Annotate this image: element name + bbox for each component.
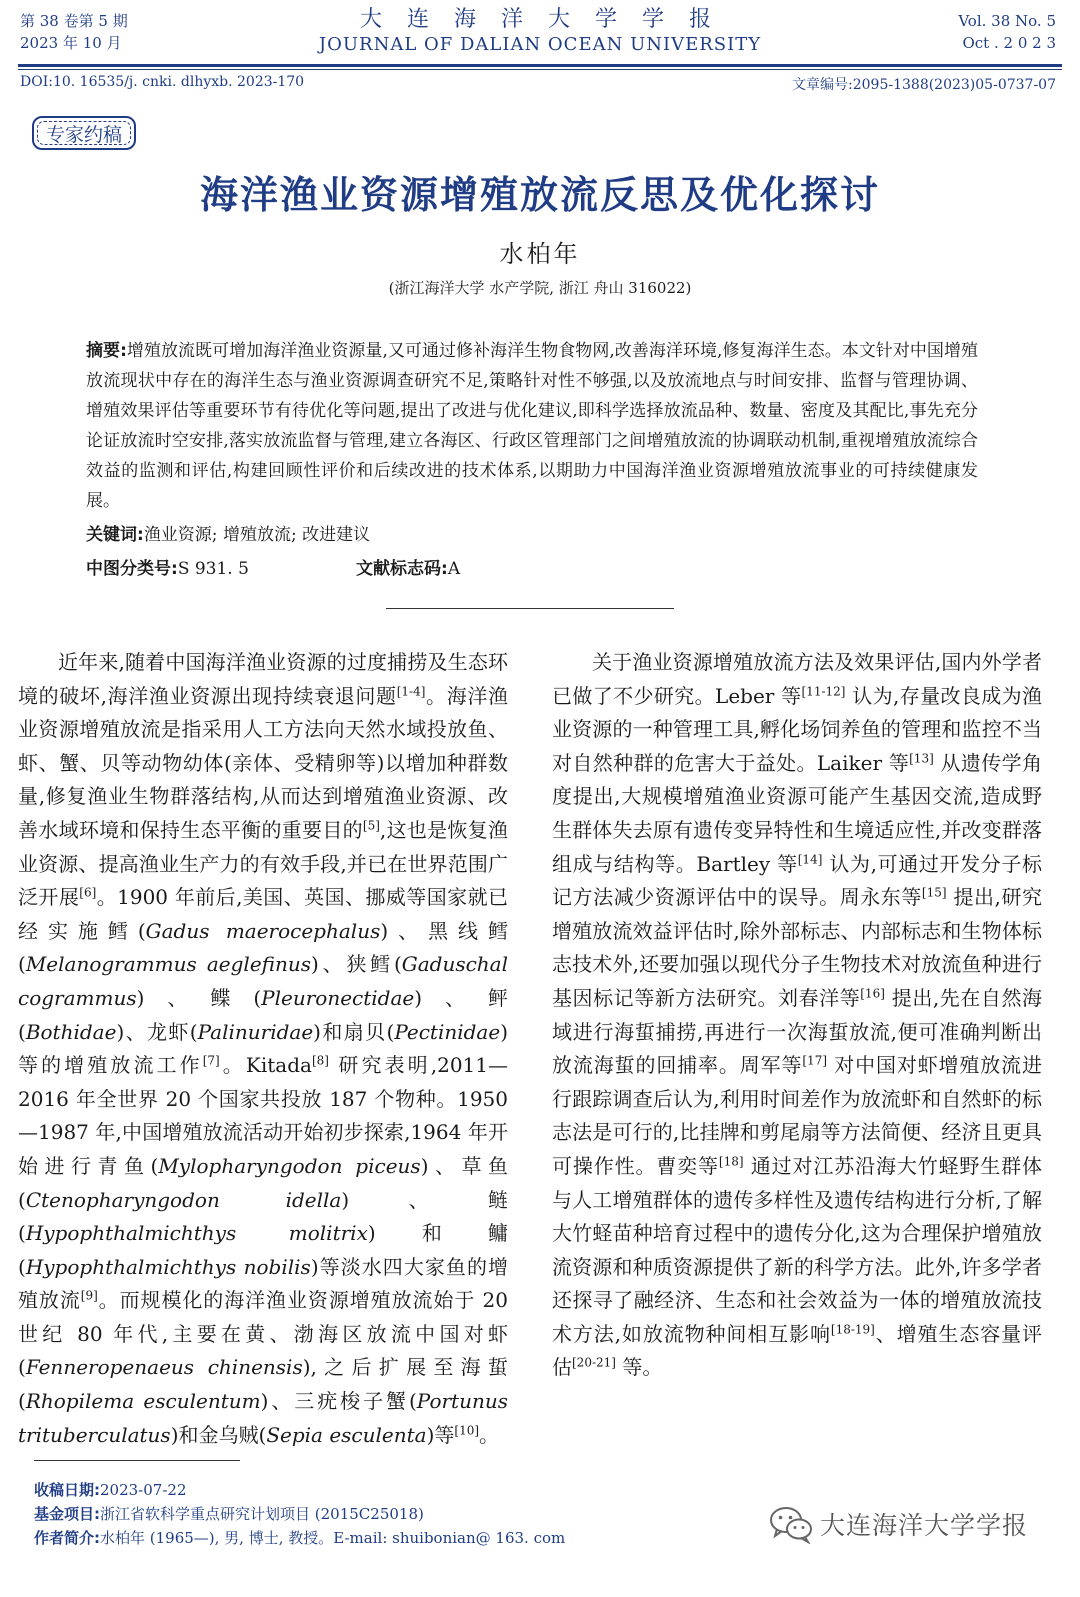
species-name: Hypophthalmichthys nobilis <box>25 1254 311 1279</box>
body-text: 对中国对虾增殖放流进行跟踪调查后认为,利用时间差作为放流虾和自然虾的标志法是可行的,比挂牌和剪尾扇等方法简便、经济且更具可操作性。曹奕等 <box>552 1053 1043 1178</box>
citation: [8] <box>311 1053 329 1068</box>
issue-date-cn: 2023 年 10 月 <box>20 34 122 52</box>
keywords <box>86 520 978 550</box>
clc-value: S 931. 5 <box>177 559 249 579</box>
species-name: Gaduschal cogrammus <box>18 952 508 1010</box>
species-name: Ctenopharyngodon idella <box>25 1187 342 1212</box>
body-text: 等。 <box>615 1355 663 1380</box>
fund-label: 基金项目: <box>34 1505 100 1523</box>
wechat-watermark <box>768 1498 1068 1550</box>
body-text: )等 <box>426 1422 455 1447</box>
body-column-left <box>18 646 508 1452</box>
body-text: 、增殖生态容量评估 <box>552 1321 1043 1380</box>
citation: [14] <box>797 851 823 866</box>
abstract-block <box>86 336 978 584</box>
citation: [1-4] <box>396 683 426 698</box>
body-text: )、三疣梭子蟹( <box>260 1389 417 1414</box>
fund-project <box>34 1502 565 1526</box>
body-text: 通过对江苏沿海大竹蛏野生群体与人工增殖群体的遗传多样性及遗传结构进行分析,了解大竹蛏苗种培育过程中的遗传分化,这为合理保护增殖放流资源和种质资源提供了新的科学方法。此外,许多学者还探寻了融经济、生态和社会效益为一体的增殖放流技术方法,如放流物种间相互影响 <box>552 1153 1043 1346</box>
citation: [13] <box>909 751 934 766</box>
journal-name-cn: 大 连 海 洋 大 学 学 报 <box>360 7 720 32</box>
wechat-icon <box>768 1504 814 1544</box>
document-code-value: A <box>447 559 461 579</box>
citation: [15] <box>921 885 947 900</box>
volume-en: Vol. 38 No. 5 <box>958 12 1056 30</box>
citation: [6] <box>79 885 97 900</box>
body-text: 关于渔业资源增殖放流方法及效果评估,国内外学者已做了不少研究。Leber 等 <box>552 650 1042 708</box>
doi: DOI:10. 16535/j. cnki. dlhyxb. 2023-170 <box>20 74 305 90</box>
citation: [5] <box>362 818 380 833</box>
body-text: 提出,研究增殖放流效益评估时,除外部标志、内部标志和生物体标志技术外,还要加强以现代分子生物技术对放流鱼种进行基因标记等新方法研究。刘春洋等 <box>552 885 1043 1010</box>
column-tag <box>32 116 136 150</box>
abstract-divider <box>386 608 674 609</box>
species-name: Palinuridae <box>197 1019 314 1044</box>
body-text: )、龙虾( <box>116 1019 198 1044</box>
species-name: Gadus maerocephalus <box>145 918 381 943</box>
footnotes <box>34 1478 565 1550</box>
species-name: Pectinidae <box>394 1019 501 1044</box>
body-text: )等淡水四大家鱼的增殖放流 <box>18 1254 508 1313</box>
body-text: )、草鱼( <box>18 1153 508 1212</box>
body-text: 。Kitada <box>219 1053 312 1078</box>
citation: [18] <box>718 1154 744 1169</box>
body-text: )等的增殖放流工作 <box>18 1019 508 1078</box>
abstract-label: 摘要: <box>86 341 127 361</box>
citation: [18-19] <box>830 1322 875 1337</box>
volume-issue: 第 38 卷第 5 期 <box>20 12 128 30</box>
species-name: Sepia esculenta <box>266 1422 427 1447</box>
body-paragraph <box>18 646 508 1452</box>
body-text: )、鲽( <box>136 985 262 1010</box>
body-text: 认为,存量改良成为渔业资源的一种管理工具,孵化场饲养鱼的管理和监控不当对自然种群的危害大于益处。Laiker 等 <box>552 683 1042 775</box>
body-text: 。海洋渔业资源增殖放流是指采用人工方法向天然水域投放鱼、虾、蟹、贝等动物幼体(亲体、受精卵等)以增加种群数量,修复渔业生物群落结构,从而达到增殖渔业资源、改善水域环境和保持生态平衡的重要目的 <box>18 683 509 842</box>
clc-label: 中图分类号: <box>86 559 178 579</box>
fund-value: 浙江省软科学重点研究计划项目 (2015C25018) <box>100 1505 424 1523</box>
abstract-text: 增殖放流既可增加海洋渔业资源量,又可通过修补海洋生物食物网,改善海洋环境,修复海洋生态。本文针对中国增殖放流现状中存在的海洋生态与渔业资源调查研究不足,策略针对性不够强,以及放流地点与时间安排、监督与管理协调、增殖效果评估等重要环节有待优化等问题,提出了改进与优化建议,即科学选择放流品种、数量、密度及其配比,事先充分论证放流时空安排,落实放流监督与管理,建立各海区、行政区管理部门之间增殖放流的协调联动机制,重视增殖放流综合效益的监测和评估,构建回顾性评价和后续改进的技术体系,以期助力中国海洋渔业资源增殖放流事业的可持续健康发展。 <box>86 341 978 511</box>
body-column-right <box>552 646 1042 1385</box>
body-text: )、鲆( <box>18 985 508 1044</box>
watermark-text: 大连海洋大学学报 <box>820 1511 1029 1540</box>
citation: [10] <box>454 1423 480 1437</box>
body-text: 。1900 年前后,美国、英国、挪威等国家就已经实施鳕( <box>18 885 508 943</box>
species-name: Portunus trituberculatus <box>18 1389 508 1447</box>
keywords-text: 渔业资源; 增殖放流; 改进建议 <box>143 525 371 545</box>
species-name: Hypophthalmichthys molitrix <box>25 1221 368 1246</box>
header-center <box>0 6 1080 56</box>
body-text: )和扇贝( <box>313 1019 395 1044</box>
body-text: 近年来,随着中国海洋渔业资源的过度捕捞及生态环境的破坏,海洋渔业资源出现持续衰退问题 <box>18 650 508 708</box>
species-name: Pleuronectidae <box>261 985 415 1010</box>
body-text: )和金乌贼( <box>170 1422 267 1447</box>
body-text: ,这也是恢复渔业资源、提高渔业生产力的有效手段,并已在世界范围广泛开展 <box>18 817 509 910</box>
citation: [17] <box>802 1053 828 1068</box>
body-text: 研究表明,2011—2016 年全世界 20 个国家共投放 187 个物种。1950—1987 年,中国增殖放流活动开始初步探索,1964 年开始进行青鱼( <box>18 1053 508 1178</box>
body-text: )、黑线鳕( <box>18 918 508 977</box>
author-bio <box>34 1526 565 1550</box>
body-text: )和鳙( <box>18 1221 508 1279</box>
author-bio-value: 水柏年 (1965—), 男, 博士, 教授。E-mail: shuibonian@ 163. com <box>100 1529 566 1547</box>
article-number: 文章编号:2095-1388(2023)05-0737-07 <box>792 77 1056 93</box>
clc <box>86 554 356 584</box>
body-text: 提出,先在自然海域进行海蜇捕捞,再进行一次海蜇放流,便可准确判断出放流海蜇的回捕率。周军等 <box>552 985 1043 1078</box>
keywords-label: 关键词: <box>86 525 144 545</box>
header-rule-thick <box>18 64 1062 67</box>
journal-header <box>0 0 1080 66</box>
abstract <box>86 336 978 516</box>
body-text: 从遗传学角度提出,大规模增殖渔业资源可能产生基因交流,造成野生群体失去原有遗传变异特性和生境适应性,并改变群落组成与结构等。Bartley 等 <box>552 750 1043 876</box>
citation: [7] <box>202 1053 220 1068</box>
species-name: Mylopharyngodon piceus <box>158 1153 421 1178</box>
citation: [11-12] <box>801 683 846 698</box>
classification-row <box>86 554 978 584</box>
body-text: 。而规模化的海洋渔业资源增殖放流始于 20 世纪 80 年代,主要在黄、渤海区放流中国对虾( <box>18 1288 508 1380</box>
column-tag-label: 专家约稿 <box>45 123 122 146</box>
citation: [16] <box>860 986 885 1001</box>
body-text: )、鲢( <box>18 1187 508 1246</box>
author: 水柏年 <box>499 240 581 268</box>
footnote-rule <box>34 1460 240 1461</box>
body-text: 认为,可通过开发分子标记方法减少资源评估中的误导。周永东等 <box>552 851 1042 910</box>
species-name: Bothidae <box>25 1019 117 1044</box>
document-code-label: 文献标志码: <box>356 559 448 579</box>
species-name: Fenneropenaeus chinensis <box>25 1355 303 1380</box>
received-value: 2023-07-22 <box>100 1481 187 1499</box>
header-rule-thin <box>18 69 1062 70</box>
issue-date-en: Oct . 2 0 2 3 <box>962 34 1056 52</box>
citation: [20-21] <box>572 1355 616 1370</box>
header-right <box>958 10 1056 54</box>
body-text: 。 <box>479 1422 500 1447</box>
author-bio-label: 作者简介: <box>34 1529 100 1547</box>
body-paragraph <box>552 646 1042 1385</box>
species-name: Melanogrammus aeglefinus <box>25 952 312 977</box>
body-text: ),之后扩展至海蜇( <box>18 1355 508 1414</box>
species-name: Rhopilema esculentum <box>25 1389 261 1414</box>
journal-name-en: JOURNAL OF DALIAN OCEAN UNIVERSITY <box>318 34 762 55</box>
document-code <box>356 554 460 584</box>
received-label: 收稿日期: <box>34 1481 100 1499</box>
citation: [9] <box>80 1288 98 1303</box>
received-date <box>34 1478 565 1502</box>
article-title: 海洋渔业资源增殖放流反思及优化探讨 <box>199 173 880 217</box>
affiliation: (浙江海洋大学 水产学院, 浙江 舟山 316022) <box>388 279 692 297</box>
body-text: )、狭鳕( <box>311 952 402 977</box>
